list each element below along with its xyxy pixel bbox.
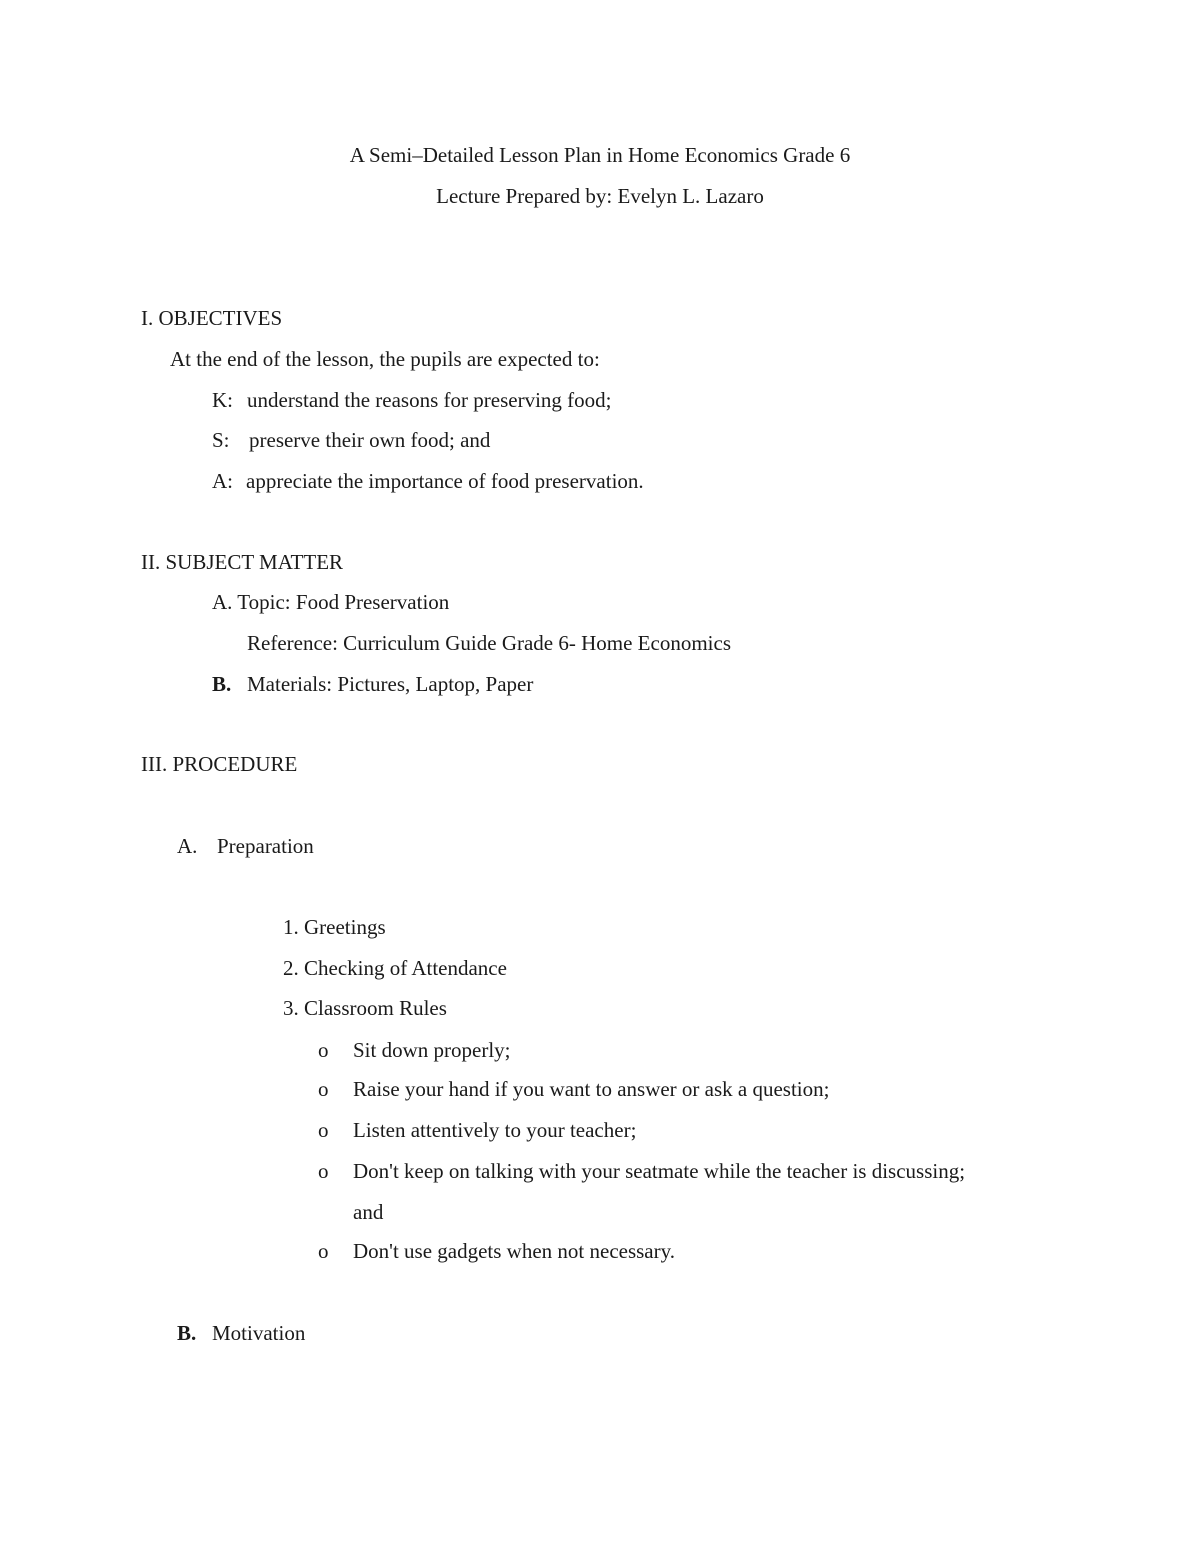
motivation-label: Motivation: [212, 1321, 306, 1345]
subject-matter-heading: II. SUBJECT MATTER: [141, 550, 344, 574]
rule-bullet: o: [318, 1038, 329, 1062]
materials-marker: B.: [212, 672, 232, 696]
objective-text-k: understand the reasons for preserving food;: [247, 388, 612, 412]
objectives-intro: At the end of the lesson, the pupils are expected to:: [170, 347, 600, 371]
rule-item: Don't use gadgets when not necessary.: [353, 1239, 676, 1263]
objective-text-s: preserve their own food; and: [249, 428, 491, 452]
procedure-heading: III. PROCEDURE: [141, 752, 298, 776]
rule-item: Raise your hand if you want to answer or ask a question;: [353, 1077, 830, 1101]
objectives-heading: I. OBJECTIVES: [141, 306, 283, 330]
objective-text-a: appreciate the importance of food preservation.: [246, 469, 644, 493]
preparation-marker: A.: [177, 834, 198, 858]
subject-materials: Materials: Pictures, Laptop, Paper: [247, 672, 534, 696]
preparation-label: Preparation: [217, 834, 314, 858]
subject-reference: Reference: Curriculum Guide Grade 6- Home Economics: [247, 631, 731, 655]
prepared-by: Lecture Prepared by: Evelyn L. Lazaro: [436, 184, 764, 208]
objective-marker-s: S:: [212, 428, 230, 452]
motivation-marker: B.: [177, 1321, 197, 1345]
rule-bullet: o: [318, 1118, 329, 1142]
objective-marker-k: K:: [212, 388, 233, 412]
rule-item: Listen attentively to your teacher;: [353, 1118, 637, 1142]
rule-item: Sit down properly;: [353, 1038, 511, 1062]
rule-item-continuation: and: [353, 1200, 384, 1224]
rule-bullet: o: [318, 1239, 329, 1263]
rule-bullet: o: [318, 1077, 329, 1101]
objective-marker-a: A:: [212, 469, 233, 493]
step-attendance: 2. Checking of Attendance: [283, 956, 507, 980]
rule-item: Don't keep on talking with your seatmate while the teacher is discussing;: [353, 1159, 966, 1183]
rule-bullet: o: [318, 1159, 329, 1183]
document-title: A Semi–Detailed Lesson Plan in Home Economics Grade 6: [349, 143, 851, 167]
step-classroom-rules: 3. Classroom Rules: [283, 996, 447, 1020]
subject-topic: A. Topic: Food Preservation: [212, 590, 450, 614]
step-greetings: 1. Greetings: [283, 915, 386, 939]
